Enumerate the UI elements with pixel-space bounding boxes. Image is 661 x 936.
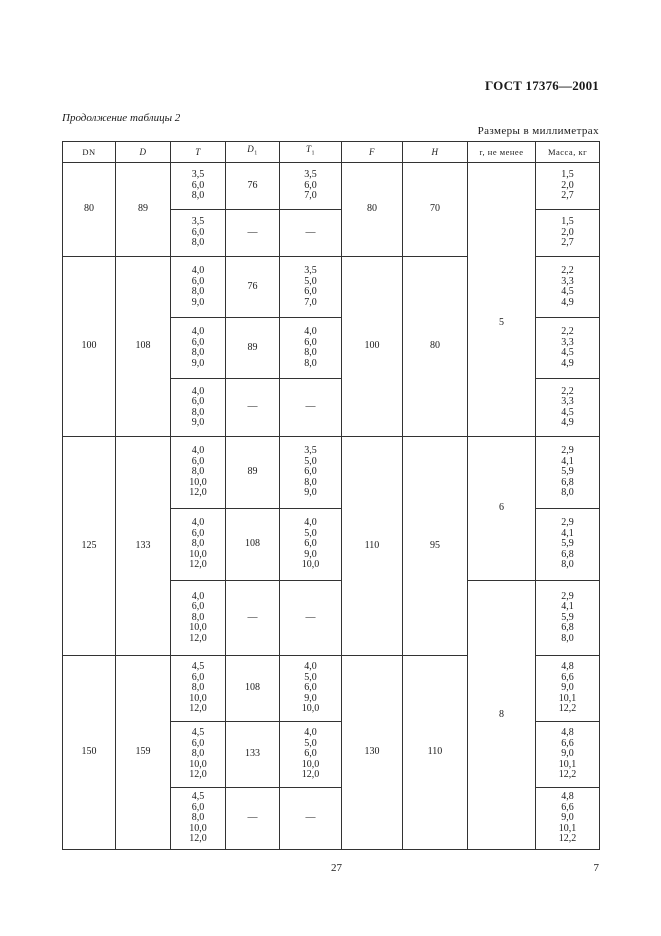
cell-t-value: 8,0 (191, 748, 205, 760)
cell-t (171, 437, 226, 509)
cell-t-value: 6,0 (191, 226, 205, 238)
cell-mass-value: 9,0 (561, 748, 574, 760)
table-continuation-title: Продолжение таблицы 2 (62, 112, 181, 124)
cell-t-value: 6,0 (191, 601, 205, 613)
cell-t-value: 4,0 (191, 265, 205, 276)
cell-mass-value: 4,8 (561, 727, 574, 739)
cell-t (171, 509, 226, 581)
cell-t-value: 10,0 (189, 548, 207, 560)
cell-t-value: 9,0 (191, 296, 205, 308)
cell-t-value: 4,5 (191, 727, 205, 739)
cell-h: 110 (403, 656, 468, 850)
table-row (63, 437, 600, 509)
header-f: F (342, 142, 403, 163)
cell-mass (536, 581, 600, 656)
cell-t1 (280, 581, 342, 656)
cell-t-value: 8,0 (191, 190, 205, 202)
cell-t-value: 6,0 (191, 455, 205, 467)
cell-mass-value: 12,2 (558, 703, 577, 715)
cell-t1-value: 4,0 (304, 517, 317, 529)
cell-h: 80 (403, 257, 468, 437)
cell-mass-value: 10,1 (558, 758, 577, 770)
cell-t1 (280, 437, 342, 509)
header-t: T (171, 142, 226, 163)
cell-t-value: 8,0 (191, 406, 205, 418)
cell-d1: 89 (226, 437, 280, 509)
cell-t-value: 12,0 (189, 769, 207, 781)
cell-t (171, 210, 226, 257)
cell-t1-value: — (305, 812, 316, 824)
cell-mass-value: 12,2 (558, 769, 577, 781)
cell-d1: — (226, 581, 280, 656)
cell-t-value: 10,0 (189, 822, 207, 834)
cell-mass-value: 12,2 (558, 833, 577, 845)
cell-t1-value: — (305, 611, 316, 623)
cell-d1: 108 (226, 509, 280, 581)
cell-t1-value: 8,0 (304, 476, 317, 488)
cell-t1-value: 6,0 (304, 682, 317, 694)
cell-t (171, 163, 226, 210)
page-number-center: 27 (331, 862, 342, 874)
cell-t1-value: 9,0 (304, 548, 317, 560)
cell-t1-value: 9,0 (304, 692, 317, 704)
cell-mass-value: 6,8 (561, 622, 574, 634)
cell-mass-value: 2,9 (561, 517, 574, 529)
cell-mass-value: 4,1 (561, 455, 574, 467)
cell-t1-value: 10,0 (301, 559, 320, 571)
cell-t1-value: 6,0 (304, 538, 317, 550)
cell-mass-value: 5,9 (561, 538, 574, 550)
cell-d1: 89 (226, 318, 280, 379)
cell-t1-value: 9,0 (304, 487, 317, 499)
units-note: Размеры в миллиметрах (477, 125, 599, 137)
cell-f: 80 (342, 163, 403, 257)
cell-t1 (280, 210, 342, 257)
cell-t1-value: 4,0 (304, 727, 317, 739)
cell-mass-value: 1,5 (561, 169, 574, 181)
cell-t-value: 6,0 (191, 179, 205, 191)
cell-r-blank (468, 163, 536, 210)
cell-mass-value: 10,1 (558, 822, 577, 834)
cell-t1-value: — (305, 401, 316, 413)
cell-r: 5 (468, 210, 536, 437)
page-number-right: 7 (593, 862, 599, 874)
cell-t (171, 788, 226, 850)
cell-mass-value: 2,9 (561, 445, 574, 457)
cell-d1: — (226, 210, 280, 257)
cell-mass-value: 4,1 (561, 527, 574, 539)
cell-t-value: 4,0 (191, 445, 205, 457)
header-r: r, не менее (468, 142, 536, 163)
cell-t-value: 8,0 (191, 237, 205, 249)
cell-t-value: 6,0 (191, 336, 205, 348)
cell-t-value: 4,0 (191, 590, 205, 602)
cell-mass-value: 5,9 (561, 611, 574, 623)
cell-mass-value: 2,7 (561, 237, 574, 249)
cell-mass-value: 2,0 (561, 179, 574, 191)
cell-t1-value: 6,0 (304, 286, 317, 297)
cell-t-value: 6,0 (191, 671, 205, 683)
cell-mass-value: 2,7 (561, 190, 574, 202)
cell-t1-value: — (305, 226, 316, 238)
cell-t-value: 3,5 (191, 216, 205, 228)
cell-mass-value: 6,8 (561, 476, 574, 488)
dimensions-table (62, 141, 600, 850)
cell-t1 (280, 722, 342, 788)
cell-r: 6 (468, 437, 536, 581)
cell-mass (536, 163, 600, 210)
cell-mass-value: 4,8 (561, 791, 574, 803)
cell-t-value: 4,5 (191, 791, 205, 803)
cell-d: 133 (116, 437, 171, 656)
cell-t1-value: 7,0 (304, 296, 317, 308)
cell-t-value: 4,0 (191, 517, 205, 529)
cell-t1-value: 3,5 (304, 265, 317, 276)
cell-t-value: 8,0 (191, 347, 205, 358)
cell-mass-value: 6,6 (561, 671, 574, 683)
cell-t1 (280, 509, 342, 581)
cell-t1 (280, 379, 342, 437)
cell-mass-value: 8,0 (561, 559, 574, 571)
cell-t1-value: 8,0 (304, 347, 317, 358)
cell-mass (536, 318, 600, 379)
cell-t1-value: 4,0 (304, 326, 317, 337)
cell-t1 (280, 656, 342, 722)
cell-t1-value: 6,0 (304, 466, 317, 478)
cell-mass-value: 3,3 (561, 336, 574, 348)
cell-t-value: 4,0 (191, 385, 205, 397)
cell-mass-value: 4,9 (561, 296, 574, 308)
cell-mass-value: 2,0 (561, 226, 574, 238)
cell-d: 159 (116, 656, 171, 850)
cell-t-value: 6,0 (191, 275, 205, 287)
cell-t-value: 9,0 (191, 417, 205, 428)
cell-t-value: 9,0 (191, 357, 205, 369)
header-t1: $T_1$ (280, 142, 342, 163)
cell-r: 8 (468, 581, 536, 850)
cell-t1-value: 7,0 (304, 190, 317, 202)
cell-t-value: 10,0 (189, 476, 207, 488)
cell-d1: 108 (226, 656, 280, 722)
cell-t-value: 8,0 (191, 538, 205, 550)
cell-mass-value: 2,2 (561, 265, 574, 276)
cell-mass-value: 4,5 (561, 347, 574, 358)
cell-t1 (280, 318, 342, 379)
cell-mass-value: 1,5 (561, 216, 574, 228)
cell-t (171, 379, 226, 437)
header-mass: Масса, кг (536, 142, 600, 163)
cell-t-value: 12,0 (189, 559, 207, 571)
cell-t-value: 3,5 (191, 169, 205, 181)
table-row (63, 163, 600, 210)
cell-t-value: 6,0 (191, 737, 205, 749)
cell-d: 108 (116, 257, 171, 437)
cell-t1-value: 5,0 (304, 671, 317, 683)
cell-mass-value: 4,5 (561, 406, 574, 418)
cell-mass-value: 8,0 (561, 487, 574, 499)
cell-d: 89 (116, 163, 171, 257)
cell-mass-value: 9,0 (561, 812, 574, 824)
cell-mass-value: 3,3 (561, 275, 574, 287)
cell-t1-value: 10,0 (301, 703, 320, 715)
cell-t1 (280, 788, 342, 850)
cell-mass-value: 6,6 (561, 801, 574, 813)
cell-dn: 125 (63, 437, 116, 656)
cell-t1 (280, 257, 342, 318)
cell-t1-value: 5,0 (304, 455, 317, 467)
cell-t-value: 10,0 (189, 622, 207, 634)
cell-d1: — (226, 379, 280, 437)
cell-t-value: 4,0 (191, 326, 205, 337)
cell-mass-value: 5,9 (561, 466, 574, 478)
cell-d1: — (226, 788, 280, 850)
cell-t1-value: 3,5 (304, 169, 317, 181)
cell-mass-value: 8,0 (561, 632, 574, 644)
cell-mass-value: 9,0 (561, 682, 574, 694)
cell-t-value: 12,0 (189, 703, 207, 715)
cell-dn: 80 (63, 163, 116, 257)
header-d1: $D_1$ (226, 142, 280, 163)
cell-t1-value: 12,0 (301, 769, 320, 781)
cell-t-value: 6,0 (191, 801, 205, 813)
cell-t (171, 318, 226, 379)
cell-mass (536, 722, 600, 788)
cell-t-value: 8,0 (191, 812, 205, 824)
cell-t1-value: 8,0 (304, 357, 317, 369)
cell-mass-value: 10,1 (558, 692, 577, 704)
header-dn: DN (63, 142, 116, 163)
cell-t (171, 257, 226, 318)
cell-mass-value: 4,8 (561, 661, 574, 673)
cell-mass (536, 788, 600, 850)
standard-number: ГОСТ 17376—2001 (484, 78, 599, 93)
cell-t-value: 6,0 (191, 527, 205, 539)
cell-mass-value: 2,9 (561, 590, 574, 602)
cell-h: 95 (403, 437, 468, 656)
cell-mass (536, 257, 600, 318)
cell-t (171, 656, 226, 722)
cell-t-value: 8,0 (191, 466, 205, 478)
cell-t (171, 581, 226, 656)
cell-mass-value: 4,9 (561, 417, 574, 428)
cell-mass-value: 4,1 (561, 601, 574, 613)
cell-t1-value: 10,0 (301, 758, 320, 770)
cell-mass-value: 4,9 (561, 357, 574, 369)
cell-f: 110 (342, 437, 403, 656)
cell-t-value: 10,0 (189, 692, 207, 704)
cell-t1-value: 5,0 (304, 527, 317, 539)
cell-mass-value: 3,3 (561, 396, 574, 407)
cell-f: 130 (342, 656, 403, 850)
cell-mass (536, 379, 600, 437)
cell-mass (536, 210, 600, 257)
cell-f: 100 (342, 257, 403, 437)
cell-mass (536, 509, 600, 581)
cell-t1-value: 6,0 (304, 748, 317, 760)
cell-dn: 150 (63, 656, 116, 850)
cell-mass-value: 6,8 (561, 548, 574, 560)
header-h: H (403, 142, 468, 163)
cell-t-value: 4,5 (191, 661, 205, 673)
cell-h: 70 (403, 163, 468, 257)
cell-d1: 76 (226, 257, 280, 318)
cell-t1-value: 4,0 (304, 661, 317, 673)
cell-t-value: 8,0 (191, 611, 205, 623)
cell-t-value: 8,0 (191, 286, 205, 297)
cell-t-value: 12,0 (189, 632, 207, 644)
cell-t1 (280, 163, 342, 210)
cell-mass-value: 2,2 (561, 326, 574, 337)
cell-t1-value: 3,5 (304, 445, 317, 457)
cell-t-value: 12,0 (189, 833, 207, 845)
cell-t1-value: 6,0 (304, 179, 317, 191)
cell-d1: 133 (226, 722, 280, 788)
cell-mass-value: 4,5 (561, 286, 574, 297)
cell-d1: 76 (226, 163, 280, 210)
header-d: D (116, 142, 171, 163)
cell-mass (536, 656, 600, 722)
cell-t-value: 10,0 (189, 758, 207, 770)
table-header-row (63, 142, 600, 163)
cell-t1-value: 5,0 (304, 737, 317, 749)
cell-t-value: 8,0 (191, 682, 205, 694)
cell-mass-value: 6,6 (561, 737, 574, 749)
cell-mass-value: 2,2 (561, 385, 574, 397)
cell-t-value: 12,0 (189, 487, 207, 499)
cell-mass (536, 437, 600, 509)
cell-t1-value: 6,0 (304, 336, 317, 348)
cell-t-value: 6,0 (191, 396, 205, 407)
cell-t1-value: 5,0 (304, 275, 317, 287)
cell-t (171, 722, 226, 788)
cell-dn: 100 (63, 257, 116, 437)
